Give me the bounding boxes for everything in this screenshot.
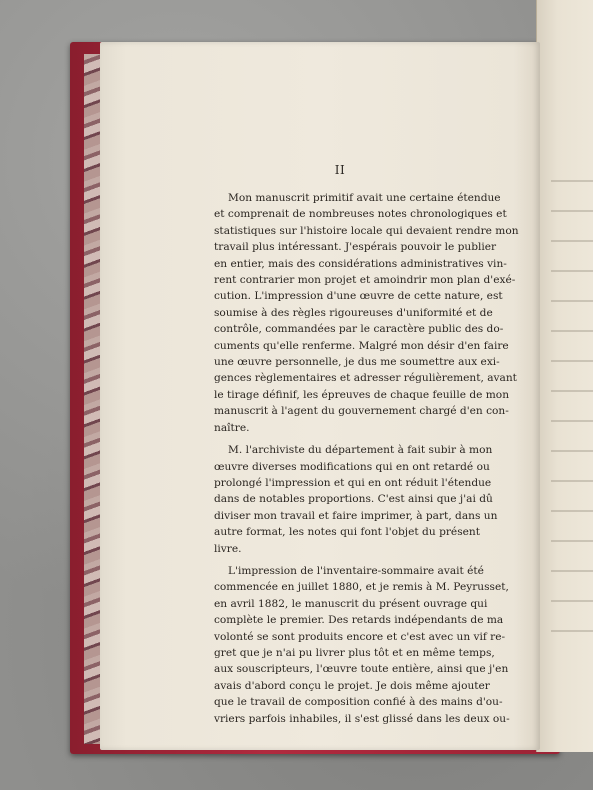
text-line: que le travail de composition confié à des mains d'ou- xyxy=(214,696,503,709)
text-line: aux souscripteurs, l'œuvre toute entière, ainsi que j'en xyxy=(214,663,509,676)
text-line: cuments qu'elle renferme. Malgré mon désir d'en faire xyxy=(214,339,509,352)
text-line: prolongé l'impression et qui en ont réduit l'étendue xyxy=(214,476,492,489)
text-line: gret que je n'ai pu livrer plus tôt et en même temps, xyxy=(214,646,495,659)
text-line: dans de notables proportions. C'est ainsi que j'ai dû xyxy=(214,493,493,506)
text-line: autre format, les notes qui font l'objet du présent xyxy=(214,526,480,539)
text-line: L'impression de l'inventaire-sommaire avait été xyxy=(228,564,484,577)
text-line: contrôle, commandées par le caractère public des do- xyxy=(214,323,504,336)
page-number: II xyxy=(334,163,346,177)
text-line: M. l'archiviste du département à fait subir à mon xyxy=(228,444,493,457)
text-line: rent contrarier mon projet et amoindrir mon plan d'exé- xyxy=(214,274,516,287)
text-line: manuscrit à l'agent du gouvernement chargé d'en con- xyxy=(214,405,509,418)
text-line: commencée en juillet 1880, et je remis à M. Peyrusset, xyxy=(214,581,509,594)
text-line: avais d'abord conçu le projet. Je dois même ajouter xyxy=(214,679,490,692)
text-line: volonté se sont produits encore et c'est avec un vif re- xyxy=(214,630,506,643)
text-line: gences règlementaires et adresser régulièrement, avant xyxy=(214,372,517,385)
text-line: œuvre diverses modifications qui en ont retardé ou xyxy=(214,460,490,473)
text-line: le tirage définif, les épreuves de chaque feuille de mon xyxy=(214,388,510,401)
page-text xyxy=(214,190,519,727)
facing-page xyxy=(536,0,593,752)
text-line: complète le premier. Des retards indépendants de ma xyxy=(214,614,504,627)
text-line: cution. L'impression d'une œuvre de cette nature, est xyxy=(214,290,503,303)
text-line: travail plus intéressant. J'espérais pouvoir le publier xyxy=(214,241,497,254)
text-line: naître. xyxy=(214,421,250,434)
text-line: diviser mon travail et faire imprimer, à part, dans un xyxy=(214,509,498,522)
text-line: soumise à des règles rigoureuses d'uniformité et de xyxy=(214,306,493,319)
text-line: en entier, mais des considérations administratives vin- xyxy=(214,257,507,270)
text-line: vriers parfois inhabiles, il s'est glissé dans les deux ou- xyxy=(214,712,510,725)
text-line: livre. xyxy=(214,542,242,555)
text-line: une œuvre personnelle, je dus me soumettre aux exi- xyxy=(214,356,500,369)
text-line: statistiques sur l'histoire locale qui devaient rendre mon xyxy=(214,224,519,237)
text-line: et comprenait de nombreuses notes chronologiques et xyxy=(214,208,507,221)
text-line: Mon manuscrit primitif avait une certaine étendue xyxy=(228,192,501,204)
text-line: en avril 1882, le manuscrit du présent ouvrage qui xyxy=(214,597,488,610)
